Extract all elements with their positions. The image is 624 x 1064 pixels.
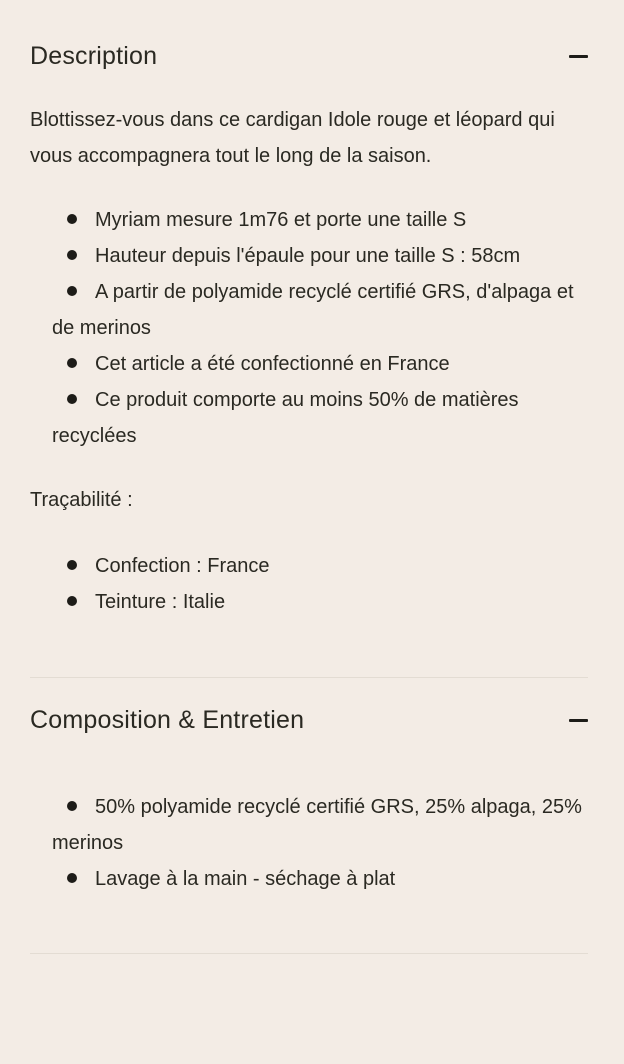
collapse-minus-icon[interactable] bbox=[569, 55, 588, 58]
bullet-icon bbox=[67, 358, 77, 368]
list-item-text: Confection : France bbox=[95, 555, 270, 577]
bullet-icon bbox=[67, 801, 77, 811]
accordion-header-composition[interactable] bbox=[30, 704, 588, 736]
description-intro-paragraph: Blottissez-vous dans ce cardigan Idole rouge et léopard qui vous accompagnera tout le long de la saison. bbox=[30, 109, 555, 167]
bullet-icon bbox=[67, 394, 77, 404]
bullet-icon bbox=[67, 596, 77, 606]
list-item-text: 50% polyamide recyclé certifié GRS, 25% alpaga, 25% merinos bbox=[52, 796, 582, 854]
list-item bbox=[52, 789, 588, 861]
traceability-subheading: Traçabilité : bbox=[30, 489, 133, 511]
accordion-section-description bbox=[30, 40, 588, 678]
list-item bbox=[52, 202, 588, 238]
list-item-text: Cet article a été confectionné en France bbox=[95, 353, 450, 375]
product-details-accordion bbox=[0, 40, 624, 954]
list-item-text: Teinture : Italie bbox=[95, 591, 226, 613]
section-title-composition: Composition & Entretien bbox=[30, 706, 305, 734]
list-item bbox=[52, 346, 588, 382]
list-item bbox=[52, 382, 588, 454]
traceability-bullet-list bbox=[30, 548, 588, 620]
section-body-composition bbox=[30, 789, 588, 897]
list-item bbox=[52, 238, 588, 274]
composition-bullet-list bbox=[30, 789, 588, 897]
section-title-description: Description bbox=[30, 42, 158, 70]
description-bullet-list bbox=[30, 202, 588, 454]
list-item bbox=[52, 584, 588, 620]
bullet-icon bbox=[67, 286, 77, 296]
collapse-minus-icon[interactable] bbox=[569, 719, 588, 722]
bullet-icon bbox=[67, 873, 77, 883]
list-item-text: Ce produit comporte au moins 50% de matières recyclées bbox=[52, 389, 519, 447]
section-body-description bbox=[30, 102, 588, 620]
list-item-text: Hauteur depuis l'épaule pour une taille S : 58cm bbox=[95, 245, 521, 267]
list-item bbox=[52, 274, 588, 346]
list-item-text: A partir de polyamide recyclé certifié GRS, d'alpaga et de merinos bbox=[52, 281, 574, 339]
list-item bbox=[52, 548, 588, 584]
bullet-icon bbox=[67, 214, 77, 224]
list-item bbox=[52, 861, 588, 897]
accordion-section-composition bbox=[30, 704, 588, 954]
list-item-text: Myriam mesure 1m76 et porte une taille S bbox=[95, 209, 467, 231]
list-item-text: Lavage à la main - séchage à plat bbox=[95, 868, 396, 890]
accordion-header-description[interactable] bbox=[30, 40, 588, 72]
bullet-icon bbox=[67, 560, 77, 570]
bullet-icon bbox=[67, 250, 77, 260]
